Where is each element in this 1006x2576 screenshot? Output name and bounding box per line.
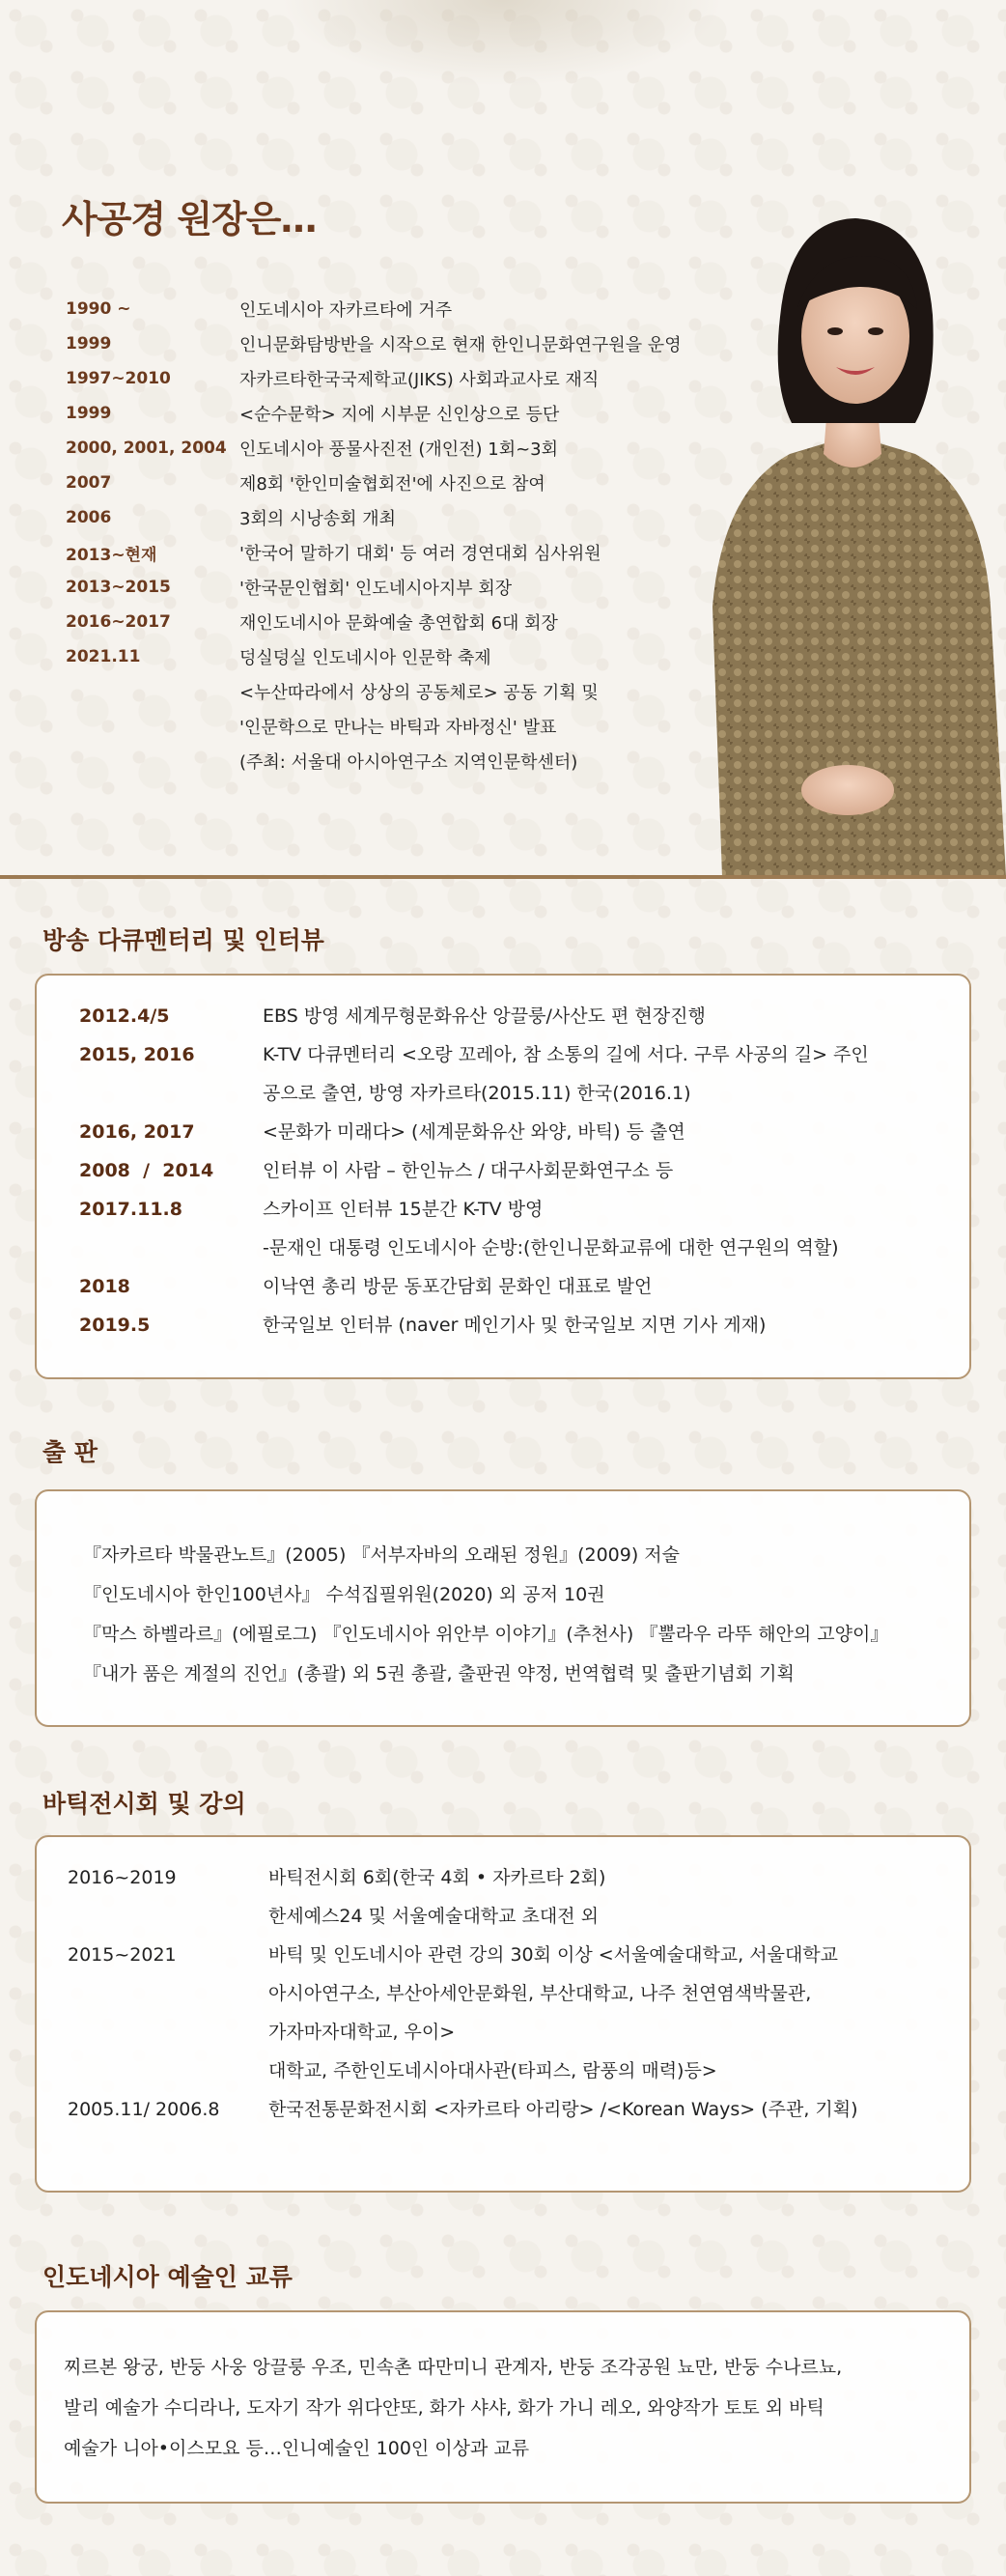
bio-text: <순수문학> 지에 시부문 신인상으로 등단 (239, 405, 560, 425)
bio-row (66, 709, 741, 744)
bio-text: 3회의 시낭송회 개최 (239, 509, 396, 529)
bio-row (66, 570, 741, 605)
publication-line: 『자카르타 박물관노트』(2005) 『서부자바의 오래된 정원』(2009) 저술 (83, 1544, 680, 1566)
timeline-text (268, 1936, 969, 2090)
timeline-text (263, 1190, 969, 1267)
timeline-text (263, 1267, 969, 1306)
timeline-line: K-TV 다큐멘터리 <오랑 꼬레아, 참 소통의 길에 서다. 구루 사공의 길> 주인 (263, 1044, 869, 1065)
bio-year: 1999 (66, 334, 112, 354)
timeline-row (68, 2090, 969, 2129)
timeline-year: 2018 (79, 1276, 130, 1297)
bio-row (66, 431, 741, 466)
timeline-row (68, 1858, 969, 1936)
timeline-text (263, 1151, 969, 1190)
timeline-year: 2017.11.8 (79, 1199, 182, 1220)
bio-text: 인도네시아 자카르타에 거주 (239, 300, 453, 321)
timeline-line: 공으로 출연, 방영 자카르타(2015.11) 한국(2016.1) (263, 1083, 691, 1104)
bio-text: 인도네시아 풍물사진전 (개인전) 1회~3회 (239, 439, 559, 460)
timeline-row (79, 1306, 969, 1345)
timeline-line: 스카이프 인터뷰 15분간 K-TV 방영 (263, 1199, 544, 1220)
timeline-line: 아시아연구소, 부산아세안문화원, 부산대학교, 나주 천연염색박물관, (268, 1983, 812, 2004)
top-damask-ornament (280, 0, 724, 87)
timeline-text (268, 2090, 969, 2129)
bio-row (66, 674, 741, 709)
bio-row (66, 326, 741, 361)
timeline-year: 2005.11/ 2006.8 (68, 2099, 220, 2120)
timeline-line: 가자마자대학교, 우이> (268, 2022, 456, 2043)
bio-row (66, 535, 741, 570)
timeline-line: 한국전통문화전시회 <자카르타 아리랑> /<Korean Ways> (주관, 기획) (268, 2099, 858, 2120)
timeline-line: 한국일보 인터뷰 (naver 메인기사 및 한국일보 지면 기사 게재) (263, 1315, 767, 1336)
timeline-row (79, 1113, 969, 1151)
timeline-year: 2012.4/5 (79, 1005, 170, 1027)
bio-row (66, 744, 741, 778)
bio-text: <누산따라에서 상상의 공동체로> 공동 기획 및 (239, 683, 599, 703)
bio-year: 1997~2010 (66, 369, 171, 388)
timeline-line: 바틱 및 인도네시아 관련 강의 30회 이상 <서울예술대학교, 서울대학교 (268, 1944, 839, 1966)
timeline-line: 대학교, 주한인도네시아대사관(타피스, 람풍의 매력)등> (268, 2060, 717, 2081)
exchange-line: 찌르본 왕궁, 반둥 사웅 앙끌룽 우조, 민속촌 따만미니 관계자, 반둥 조각공원 뇨만, 반둥 수나르뇨, (64, 2357, 843, 2378)
timeline-text (263, 997, 969, 1035)
timeline-year: 2015, 2016 (79, 1044, 195, 1065)
timeline-line: 이낙연 총리 방문 동포간담회 문화인 대표로 발언 (263, 1276, 653, 1297)
bio-year: 1999 (66, 404, 112, 423)
timeline-line: EBS 방영 세계무형문화유산 앙끌룽/사산도 편 현장진행 (263, 1005, 706, 1027)
bio-year: 2013~현재 (66, 545, 157, 565)
timeline-year: 2008 / 2014 (79, 1160, 214, 1181)
broadcast-section-title: 방송 다큐멘터리 및 인터뷰 (42, 926, 324, 954)
bio-year: 2021.11 (66, 647, 141, 666)
bio-year: 2000, 2001, 2004 (66, 439, 227, 458)
timeline-row (79, 1267, 969, 1306)
bio-text: 인니문화탐방반을 시작으로 현재 한인니문화연구원을 운영 (239, 335, 682, 355)
bio-row (66, 639, 741, 674)
exchange-card (35, 2310, 971, 2504)
timeline-year: 2016, 2017 (79, 1121, 195, 1143)
timeline-line: <문화가 미래다> (세계문화유산 와양, 바틱) 등 출연 (263, 1121, 685, 1143)
portrait-photo (684, 201, 1006, 877)
bio-row (66, 605, 741, 639)
timeline-row (79, 1035, 969, 1113)
timeline-year: 2019.5 (79, 1315, 151, 1336)
publication-line: 『내가 품은 계절의 진언』(총괄) 외 5권 총괄, 출판권 약정, 번역협력 및 출판기념회 기획 (83, 1663, 795, 1684)
bio-text: 재인도네시아 문화예술 총연합회 6대 회장 (239, 613, 558, 634)
timeline-line: -문재인 대통령 인도네시아 순방:(한인니문화교류에 대한 연구원의 역할) (263, 1237, 839, 1259)
bio-year: 2006 (66, 508, 112, 527)
bio-row (66, 361, 741, 396)
timeline-text (263, 1113, 969, 1151)
batik-card (35, 1835, 971, 2193)
timeline-text (268, 1858, 969, 1936)
bio-text: '한국문인협회' 인도네시아지부 회장 (239, 579, 513, 599)
publication-line: 『막스 하벨라르』(에필로그) 『인도네시아 위안부 이야기』(추천사) 『뿔라우 라뚜 해안의 고양이』 (83, 1624, 889, 1645)
section-divider (0, 875, 1006, 879)
timeline-row (68, 1936, 969, 2090)
broadcast-card (35, 974, 971, 1379)
bio-year: 2013~2015 (66, 578, 171, 597)
bio-text: '한국어 말하기 대회' 등 여러 경연대회 심사위원 (239, 544, 601, 564)
timeline-year: 2016~2019 (68, 1867, 177, 1888)
bio-text: '인문학으로 만나는 바틱과 자바정신' 발표 (239, 718, 557, 738)
timeline-row (79, 1190, 969, 1267)
publication-card (35, 1489, 971, 1727)
timeline-row (79, 997, 969, 1035)
timeline-year: 2015~2021 (68, 1944, 177, 1966)
biography-list (66, 292, 741, 778)
bio-row (66, 292, 741, 326)
batik-section-title: 바틱전시회 및 강의 (42, 1790, 246, 1818)
bio-text: 자카르타한국국제학교(JIKS) 사회과교사로 재직 (239, 370, 600, 390)
bio-text: 덩실덩실 인도네시아 인문학 축제 (239, 648, 491, 668)
bio-row (66, 396, 741, 431)
exchange-section-title: 인도네시아 예술인 교류 (42, 2263, 293, 2291)
exchange-line: 발리 예술가 수디라나, 도자기 작가 위다얀또, 화가 샤샤, 화가 가니 레오, 와양작가 토토 외 바틱 (64, 2397, 824, 2419)
bio-row (66, 500, 741, 535)
page-title: 사공경 원장은… (62, 198, 317, 241)
bio-year: 2007 (66, 473, 112, 493)
bio-text: 제8회 '한인미술협회전'에 사진으로 참여 (239, 474, 545, 495)
timeline-row (79, 1151, 969, 1190)
timeline-text (263, 1035, 969, 1113)
timeline-line: 인터뷰 이 사람 – 한인뉴스 / 대구사회문화연구소 등 (263, 1160, 674, 1181)
timeline-line: 한세예스24 및 서울예술대학교 초대전 외 (268, 1906, 599, 1927)
bio-text: (주최: 서울대 아시아연구소 지역인문학센터) (239, 752, 578, 773)
bio-row (66, 466, 741, 500)
bio-year: 2016~2017 (66, 612, 171, 632)
exchange-line: 예술가 니아•이스모요 등…인니예술인 100인 이상과 교류 (64, 2438, 530, 2459)
timeline-line: 바틱전시회 6회(한국 4회 • 자카르타 2회) (268, 1867, 606, 1888)
timeline-text (263, 1306, 969, 1345)
publication-line: 『인도네시아 한인100년사』 수석집필위원(2020) 외 공저 10권 (83, 1584, 605, 1605)
publication-section-title: 출 판 (42, 1438, 98, 1466)
bio-year: 1990 ~ (66, 299, 131, 319)
